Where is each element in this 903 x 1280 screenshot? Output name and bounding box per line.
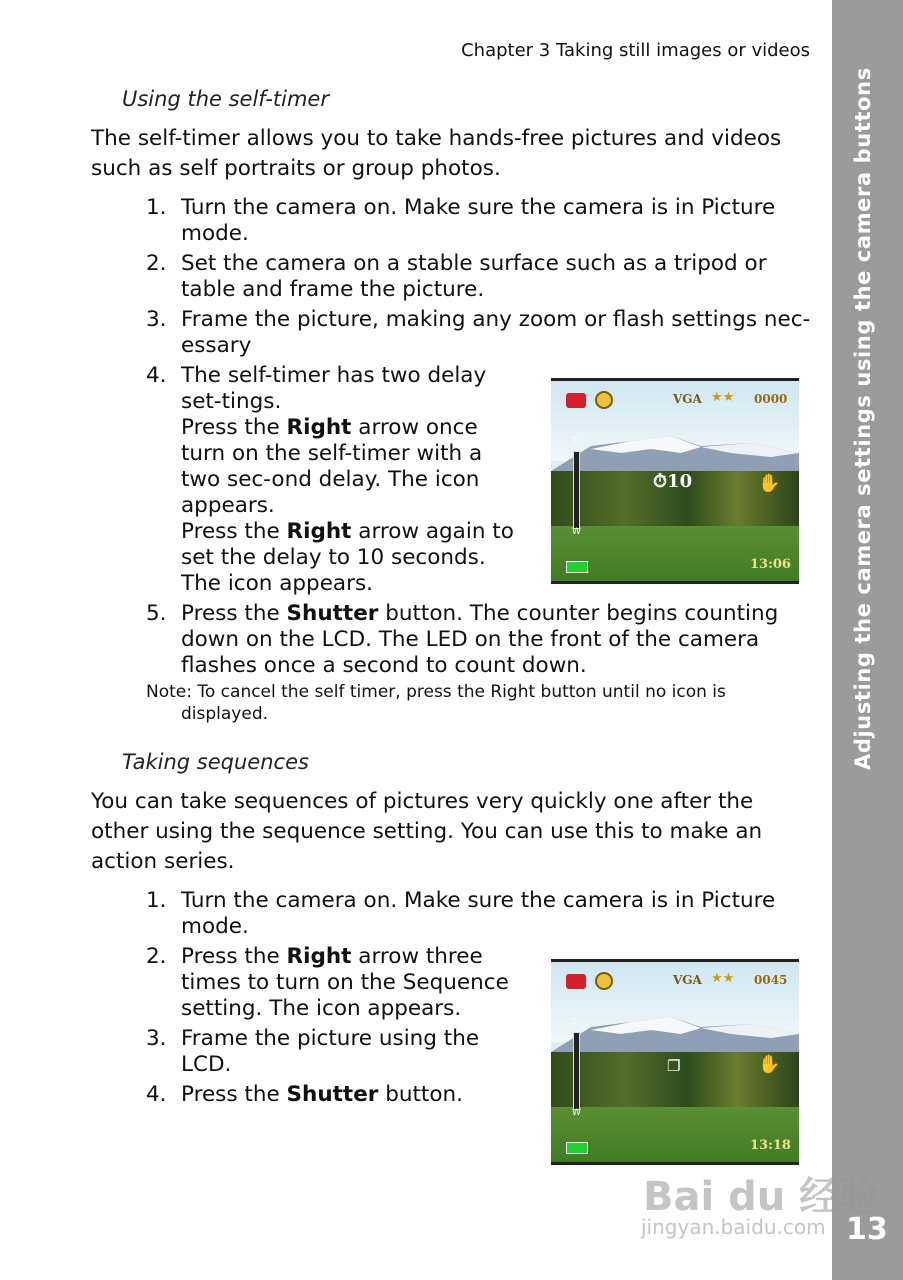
zoom-bar (573, 451, 580, 529)
list-item: 3. Frame the picture using the LCD. (146, 1026, 480, 1077)
flash-icon (595, 391, 613, 409)
quality-stars-icon: ★★ (711, 971, 735, 986)
battery-icon (566, 561, 588, 573)
resolution-label: VGA (673, 392, 702, 406)
camera-mode-icon (566, 974, 586, 989)
sequence-lcd-screenshot (551, 959, 799, 1165)
stabilizer-hand-icon: ✋ (758, 473, 781, 494)
sequences-heading: Taking sequences (122, 750, 309, 774)
list-item: 3. Frame the picture, making any zoom or flash settings nec-essary (146, 307, 811, 358)
flash-icon (595, 972, 613, 990)
quality-stars-icon: ★★ (711, 390, 735, 405)
sequence-icon: ❐ (667, 1057, 681, 1075)
zoom-tele-label: T (572, 1017, 577, 1026)
self-timer-intro: The self-timer allows you to take hands-free pictures and videos such as self portraits or group photos. (91, 126, 782, 181)
clock-time: 13:18 (750, 1138, 791, 1153)
list-item: 2. Set the camera on a stable surface such as a tripod or table and frame the picture. (146, 251, 767, 302)
page-number: 13 (846, 1212, 888, 1247)
shot-counter: 0045 (754, 973, 788, 987)
self-timer-icon: ⏱10 (653, 471, 693, 492)
self-timer-heading: Using the self-timer (122, 87, 329, 111)
battery-icon (566, 1142, 588, 1154)
list-item: 1. Turn the camera on. Make sure the camera is in Picture mode. (146, 888, 776, 939)
zoom-wide-label: W (572, 1108, 581, 1118)
list-item: 4. Press the Shutter button. (146, 1082, 463, 1107)
camera-mode-icon (566, 393, 586, 408)
baidu-watermark-url: jingyan.baidu.com (641, 1215, 826, 1239)
sequences-intro: You can take sequences of pictures very quickly one after the other using the sequence setting. You can use this to make an action series. (91, 789, 763, 874)
resolution-label: VGA (673, 973, 702, 987)
zoom-tele-label: T (572, 436, 577, 445)
sidebar-title: Adjusting the camera settings using the camera buttons (851, 67, 875, 770)
list-item: 5. Press the Shutter button. The counter begins counting down on the LCD. The LED on the front of the camera flashes once a second to count down. (146, 601, 779, 678)
stabilizer-hand-icon: ✋ (758, 1054, 781, 1075)
chapter-header: Chapter 3 Taking still images or videos (461, 40, 810, 61)
list-item: 4. The self-timer has two delay set-tings. Press the Right arrow once turn on the self-timer with a two sec-ond delay. The icon appears. Press the Right arrow again to set the delay to 10 seconds. The icon appears. (146, 363, 514, 596)
shot-counter: 0000 (754, 392, 788, 406)
self-timer-lcd-screenshot (551, 378, 799, 584)
list-item: 2. Press the Right arrow three times to turn on the Sequence setting. The icon appears. (146, 944, 509, 1021)
clock-time: 13:06 (750, 557, 791, 572)
zoom-wide-label: W (572, 527, 581, 537)
list-item: 1. Turn the camera on. Make sure the camera is in Picture mode. (146, 195, 776, 246)
baidu-watermark: Bai du 经验 (643, 1174, 880, 1220)
self-timer-note: Note: To cancel the self timer, press the Right button until no icon is displayed. (146, 682, 726, 724)
zoom-bar (573, 1032, 580, 1110)
